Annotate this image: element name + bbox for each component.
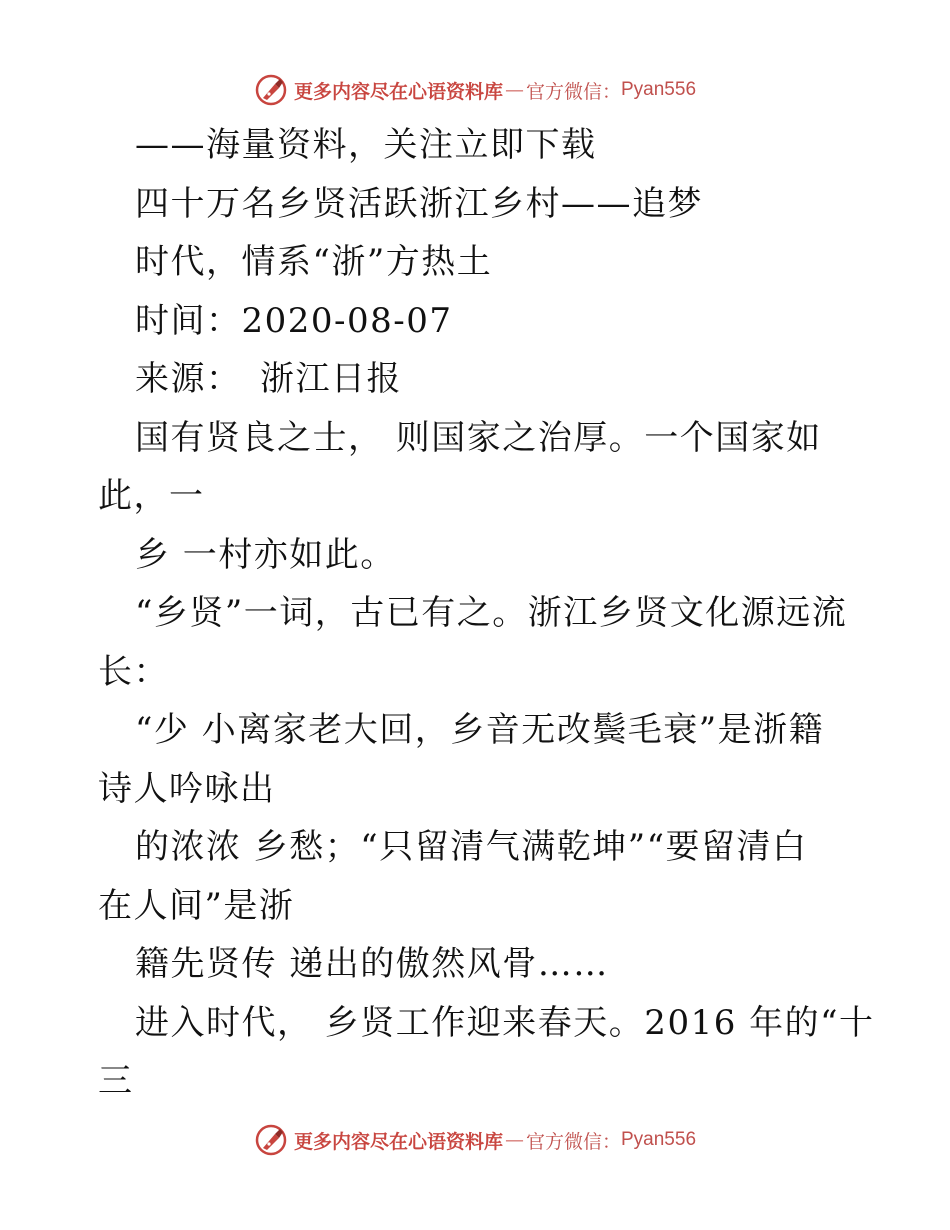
article-line: 诗人吟咏出 xyxy=(98,768,276,809)
article-date: 时间：2020-08-07 xyxy=(135,300,453,341)
banner-wechat-label: 官方微信： xyxy=(525,1130,621,1153)
article-line: ——海量资料，关注立即下载 xyxy=(135,125,597,165)
article-line: 三 xyxy=(98,1061,134,1101)
article-line: 进入时代， 乡贤工作迎来春天。2016 年的“十 xyxy=(135,1002,875,1043)
article-line: 此，一 xyxy=(98,476,205,516)
article-line: 在人间”是浙 xyxy=(98,885,295,926)
article-line: “乡贤”一词，古已有之。浙江乡贤文化源远流 xyxy=(135,593,848,633)
article-line: 长： xyxy=(98,651,169,692)
banner-brand: 更多内容尽在心语资料库 xyxy=(293,80,503,103)
article-line: 国有贤良之士， 则国家之治厚。一个国家如 xyxy=(135,417,822,458)
article-line: 籍先贤传 递出的傲然风骨…… xyxy=(135,944,609,984)
header-banner xyxy=(0,70,950,110)
article-line: “少 小离家老大回，乡音无改鬓毛衰”是浙籍 xyxy=(135,710,825,750)
banner-brand: 更多内容尽在心语资料库 xyxy=(293,1130,503,1153)
article-title-continued: 时代，情系“浙”方热土 xyxy=(135,242,493,282)
pen-nib-logo-icon xyxy=(254,73,288,107)
banner-separator: — xyxy=(504,79,524,101)
pen-nib-logo-icon xyxy=(254,1123,288,1157)
footer-banner xyxy=(0,1120,950,1160)
banner-wechat-label: 官方微信： xyxy=(525,80,621,103)
article-line: 乡 一村亦如此。 xyxy=(135,534,396,575)
article-title: 四十万名乡贤活跃浙江乡村——追梦 xyxy=(135,183,703,224)
article-source: 来源： 浙江日报 xyxy=(135,359,402,399)
banner-wechat-id: Pyan556 xyxy=(621,1129,697,1150)
article-body xyxy=(98,116,875,1111)
banner-wechat-id: Pyan556 xyxy=(621,79,697,100)
banner-separator: — xyxy=(504,1129,524,1151)
article-line: 的浓浓 乡愁；“只留清气满乾坤”“要留清白 xyxy=(135,827,808,867)
